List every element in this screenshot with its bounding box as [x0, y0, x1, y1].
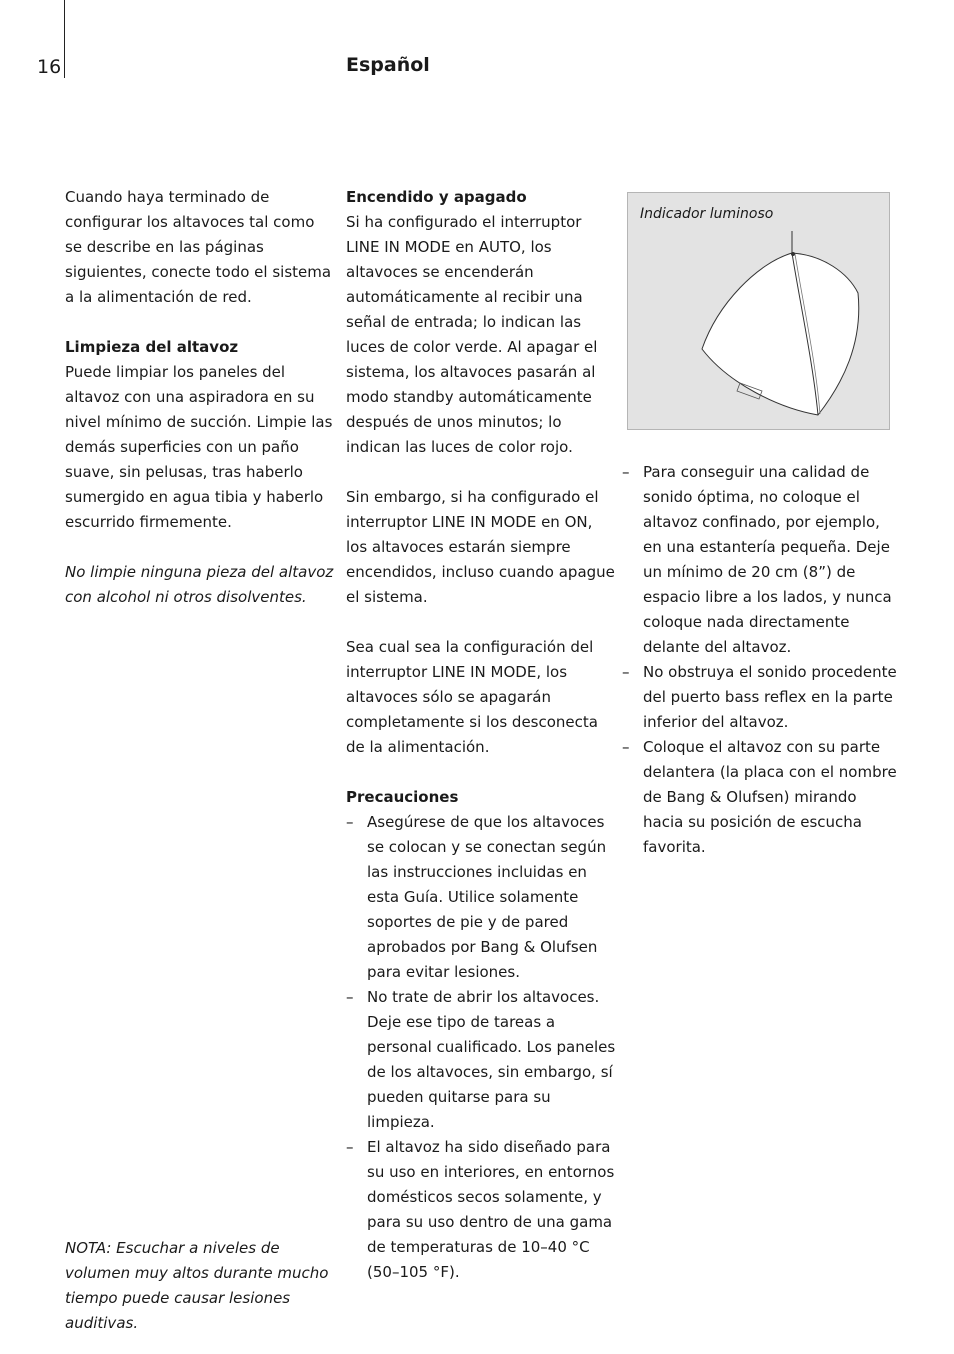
power-paragraph-3: Sea cual sea la configuración del interruptor LINE IN MODE, los altavoces sólo se apagarán completamente si los desconecta de la alimentación. [346, 638, 598, 756]
power-paragraph-1: Si ha configurado el interruptor LINE IN MODE en AUTO, los altavoces se encenderán automáticamente al recibir una señal de entrada; lo indican las luces de color verde. Al apagar el sistema, los altavoces pasarán al modo standby automáticamente después de unos minutos; lo indican las luces de color rojo. [346, 213, 598, 456]
intro-paragraph: Cuando haya terminado de configurar los altavoces tal como se describe en las páginas siguientes, conecte todo el sistema a la alimentación de red. [65, 188, 332, 306]
list-item: – No obstruya el sonido procedente del puerto bass reflex en la parte inferior del altavoz. [622, 660, 897, 735]
hearing-note: NOTA: Escuchar a niveles de volumen muy altos durante mucho tiempo puede causar lesiones auditivas. [65, 1239, 329, 1332]
list-item: – Asegúrese de que los altavoces se colocan y se conectan según las instrucciones incluidas en esta Guía. Utilice solamente soportes de pie y de pared aprobados por Bang & Olufsen para evitar lesiones. [346, 810, 616, 985]
speaker-drawing [628, 193, 889, 429]
power-paragraph-2: Sin embargo, si ha configurado el interruptor LINE IN MODE en ON, los altavoces estarán siempre encendidos, incluso cuando apague el sistema. [346, 488, 615, 606]
power-heading: Encendido y apagado [346, 188, 527, 206]
page-title: Español [346, 54, 430, 76]
cleaning-warning: No limpie ninguna pieza del altavoz con alcohol ni otros disolventes. [65, 563, 334, 606]
list-item: – El altavoz ha sido diseñado para su uso en interiores, en entornos domésticos secos solamente, y para su uso dentro de una gama de temperaturas de 10–40 °C (50–105 °F). [346, 1135, 616, 1285]
list-item: – No trate de abrir los altavoces. Deje ese tipo de tareas a personal cualificado. Los paneles de los altavoces, sin embargo, sí pueden quitarse para su limpieza. [346, 985, 616, 1135]
list-item: – Coloque el altavoz con su parte delantera (la placa con el nombre de Bang & Olufsen) mirando hacia su posición de escucha favorita. [622, 735, 897, 860]
speaker-illustration [627, 192, 890, 430]
precautions-list [346, 810, 616, 1285]
speaker-body [702, 253, 859, 415]
placement-list [622, 460, 897, 860]
column-middle [346, 185, 616, 1285]
figure-label: Indicador luminoso [640, 206, 774, 222]
indicator-light-icon [791, 252, 795, 256]
precautions-heading: Precauciones [346, 788, 459, 806]
column-right [622, 460, 897, 860]
page-number: 16 [37, 56, 62, 78]
cleaning-heading: Limpieza del altavoz [65, 338, 239, 356]
margin-rule [64, 0, 65, 78]
cleaning-paragraph: Puede limpiar los paneles del altavoz con una aspiradora en su nivel mínimo de succión. Limpie las demás superficies con un paño suave, sin pelusas, tras haberlo sumergido en agua tibia y haberlo escurrido firmemente. [65, 363, 333, 531]
list-item: – Para conseguir una calidad de sonido óptima, no coloque el altavoz confinado, por ejemplo, en una estantería pequeña. Deje un mínimo de 20 cm (8”) de espacio libre a los lados, y nunca coloque nada directamente delante del altavoz. [622, 460, 897, 660]
column-left [65, 185, 335, 610]
